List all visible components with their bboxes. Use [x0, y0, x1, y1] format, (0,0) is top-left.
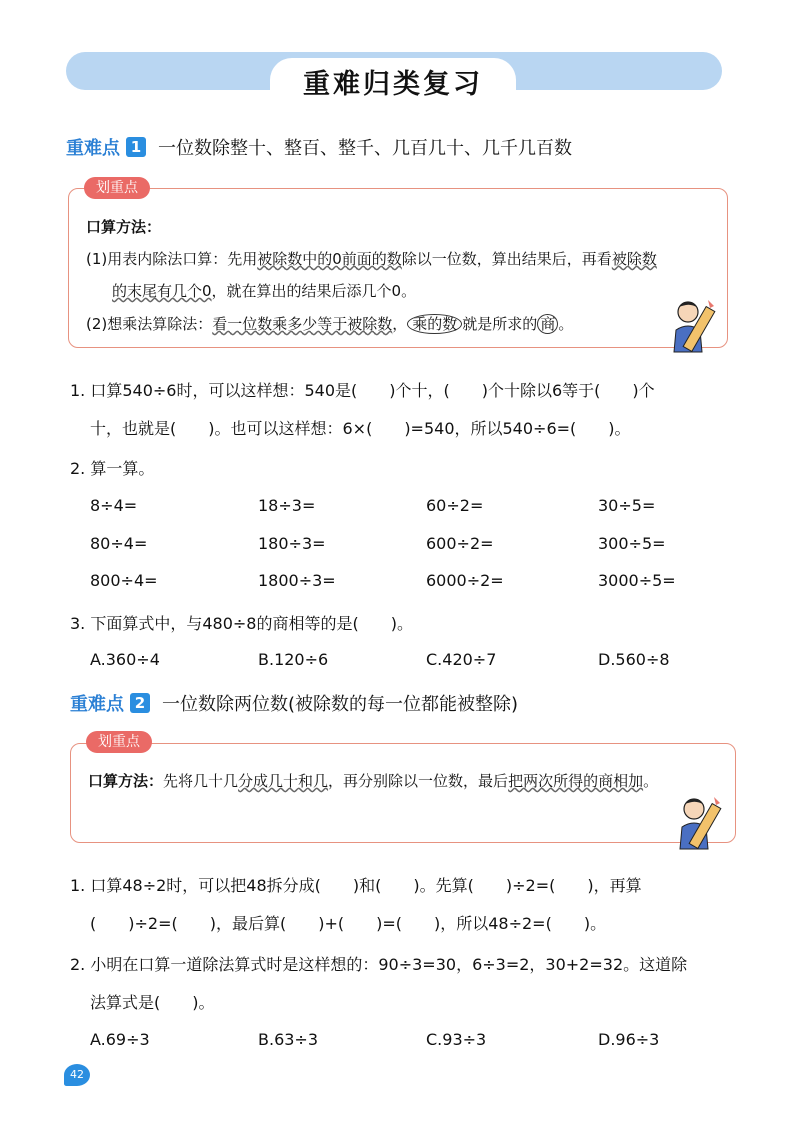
calc-item: 180÷3= — [258, 534, 326, 553]
option-b: B.63÷3 — [258, 1030, 319, 1049]
calc-item: 6000÷2= — [426, 571, 504, 590]
s2-question-2-line-2: 法算式是( )。 — [90, 993, 215, 1012]
s2-question-2-line-1: 2. 小明在口算一道除法算式时是这样想的：90÷3=30，6÷3=2，30+2=32。这道除 — [70, 955, 688, 974]
calc-item: 30÷5= — [598, 496, 656, 515]
calc-item: 18÷3= — [258, 496, 316, 515]
key-point-label: 重难点 — [70, 694, 124, 715]
option-d: D.96÷3 — [598, 1030, 660, 1049]
s2-question-1-line-1: 1. 口算48÷2时，可以把48拆分成( )和( )。先算( )÷2=( )，再算 — [70, 876, 642, 895]
s1-question-2: 2. 算一算。 — [70, 459, 155, 478]
key-point-box-2 — [70, 743, 736, 843]
calc-item: 60÷2= — [426, 496, 484, 515]
rule-2: (2)想乘法算除法：看一位数乘多少等于被除数， 乘的数 就是所求的 商 。 — [86, 315, 574, 333]
highlight-tab: 划重点 — [86, 731, 152, 753]
rule-1: (1)用表内除法口算：先用被除数中的0前面的数除以一位数，算出结果后，再看被除数 — [86, 250, 657, 268]
key-point-label: 重难点 — [66, 138, 120, 159]
section-1-heading — [66, 134, 572, 160]
s1-question-1-line-1: 1. 口算540÷6时，可以这样想：540是( )个十，( )个十除以6等于( )个 — [70, 381, 655, 400]
option-d: D.560÷8 — [598, 650, 670, 669]
method-line: 口算方法：先将几十几分成几十和几，再分别除以一位数，最后把两次所得的商相加。 — [88, 772, 659, 790]
page-title: 重难归类复习 — [303, 69, 483, 100]
calc-item: 3000÷5= — [598, 571, 676, 590]
calc-item: 8÷4= — [90, 496, 138, 515]
option-c: C.420÷7 — [426, 650, 497, 669]
section-title: 一位数除两位数(被除数的每一位都能被整除) — [162, 694, 519, 715]
option-a: A.360÷4 — [90, 650, 160, 669]
calc-item: 80÷4= — [90, 534, 148, 553]
section-title: 一位数除整十、整百、整千、几百几十、几千几百数 — [158, 138, 572, 159]
rule-1-cont: 的末尾有几个0，就在算出的结果后添几个0。 — [112, 282, 417, 300]
highlight-tab: 划重点 — [84, 177, 150, 199]
student-with-pencil-illustration — [664, 296, 722, 356]
key-point-number: 2 — [130, 693, 150, 713]
student-with-pencil-illustration — [670, 793, 728, 853]
option-a: A.69÷3 — [90, 1030, 150, 1049]
page-number: 42 — [64, 1064, 90, 1086]
calc-item: 800÷4= — [90, 571, 158, 590]
section-2-heading — [70, 690, 518, 716]
calc-item: 600÷2= — [426, 534, 494, 553]
calc-item: 300÷5= — [598, 534, 666, 553]
s2-question-1-line-2: ( )÷2=( )，最后算( )+( )=( )，所以48÷2=( )。 — [90, 914, 607, 933]
option-c: C.93÷3 — [426, 1030, 487, 1049]
option-b: B.120÷6 — [258, 650, 329, 669]
calc-item: 1800÷3= — [258, 571, 336, 590]
key-point-number: 1 — [126, 137, 146, 157]
s1-question-1-line-2: 十，也就是( )。也可以这样想：6×( )=540，所以540÷6=( )。 — [90, 419, 631, 438]
method-title: 口算方法： — [86, 218, 162, 236]
s1-question-3: 3. 下面算式中，与480÷8的商相等的是( )。 — [70, 614, 413, 633]
